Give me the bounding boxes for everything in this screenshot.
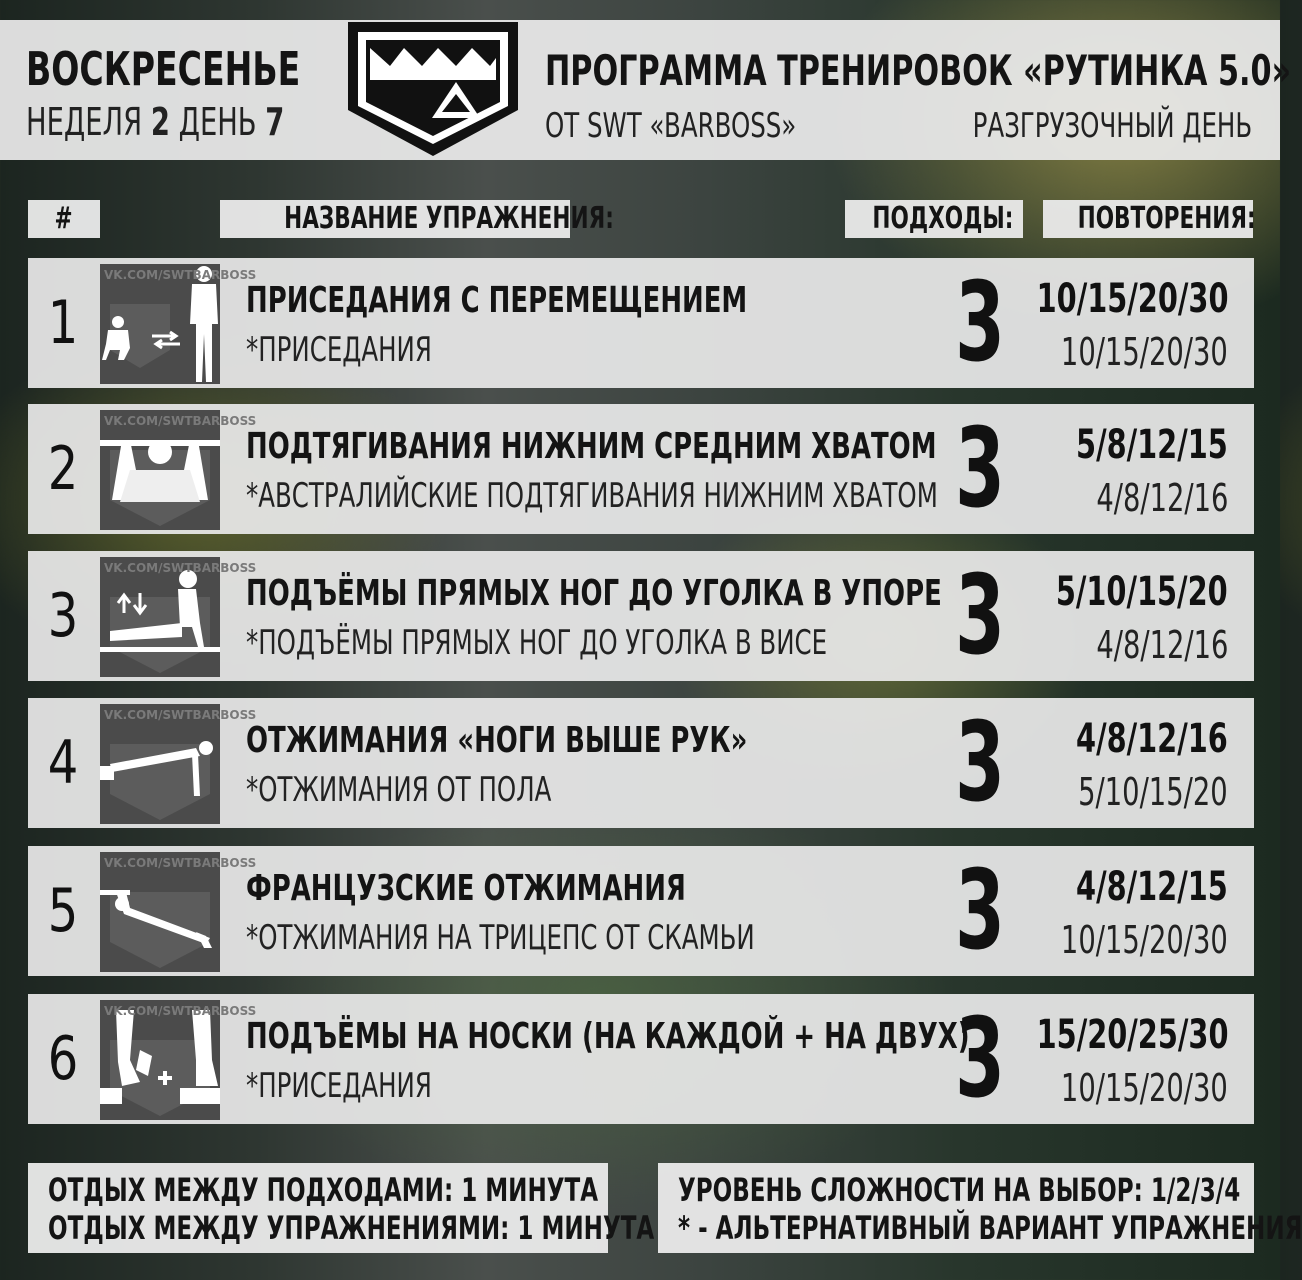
pullup-icon: VK.COM/SWTBARBOSS xyxy=(100,410,220,530)
exercise-reps-alt: 10/15/20/30 xyxy=(1061,1066,1228,1110)
difficulty-level: УРОВЕНЬ СЛОЖНОСТИ НА ВЫБОР: 1/2/3/4 xyxy=(678,1171,1241,1209)
week-label: НЕДЕЛЯ xyxy=(26,100,143,144)
exercise-number: 5 xyxy=(47,876,79,946)
barboss-logo-icon xyxy=(340,18,526,158)
exercise-alternative: *ОТЖИМАНИЯ НА ТРИЦЕПС ОТ СКАМЬИ xyxy=(246,918,755,958)
exercise-reps-main: 10/15/20/30 xyxy=(1036,276,1228,322)
column-exercise-header: НАЗВАНИЕ УПРАЖНЕНИЯ: xyxy=(220,200,570,238)
exercise-sets: 3 xyxy=(955,258,1005,386)
exercise-sets: 3 xyxy=(955,404,1005,532)
exercise-number: 1 xyxy=(47,288,79,358)
day-label: ДЕНЬ xyxy=(178,100,257,144)
rest-between-exercises: ОТДЫХ МЕЖДУ УПРАЖНЕНИЯМИ: 1 МИНУТА xyxy=(48,1209,655,1247)
alternative-note: * - АЛЬТЕРНАТИВНЫЙ ВАРИАНТ УПРАЖНЕНИЯ xyxy=(678,1209,1302,1247)
leg-raise-icon: VK.COM/SWTBARBOSS xyxy=(100,557,220,677)
exercise-reps-main: 5/8/12/15 xyxy=(1076,422,1228,468)
week-day-line xyxy=(26,100,284,144)
exercise-reps-alt: 10/15/20/30 xyxy=(1061,918,1228,962)
exercise-reps-alt: 10/15/20/30 xyxy=(1061,330,1228,374)
exercise-alternative: *ПОДЪЁМЫ ПРЯМЫХ НОГ ДО УГОЛКА В ВИСЕ xyxy=(246,623,828,663)
pushup-icon: VK.COM/SWTBARBOSS xyxy=(100,704,220,824)
squat-icon: VK.COM/SWTBARBOSS xyxy=(100,264,220,384)
exercise-name: ОТЖИМАНИЯ «НОГИ ВЫШЕ РУК» xyxy=(246,720,748,761)
exercise-sets: 3 xyxy=(955,994,1005,1122)
exercise-alternative: *ПРИСЕДАНИЯ xyxy=(246,1066,432,1106)
column-reps-header: ПОВТОРЕНИЯ: xyxy=(1043,200,1253,238)
day-type: РАЗГРУЗОЧНЫЙ ДЕНЬ xyxy=(972,106,1252,146)
week-number: 2 xyxy=(150,100,170,144)
exercise-name: ФРАНЦУЗСКИЕ ОТЖИМАНИЯ xyxy=(246,868,686,909)
exercise-number: 2 xyxy=(47,434,79,504)
exercise-alternative: *ПРИСЕДАНИЯ xyxy=(246,330,432,370)
day-name: ВОСКРЕСЕНЬЕ xyxy=(26,42,301,96)
exercise-alternative: *ОТЖИМАНИЯ ОТ ПОЛА xyxy=(246,770,552,810)
exercise-row xyxy=(28,551,1254,681)
exercise-name: ПОДЪЁМЫ ПРЯМЫХ НОГ ДО УГОЛКА В УПОРЕ xyxy=(246,573,942,614)
exercise-reps-main: 5/10/15/20 xyxy=(1056,569,1228,615)
exercise-reps-main: 15/20/25/30 xyxy=(1036,1012,1228,1058)
difficulty-info-panel xyxy=(658,1163,1302,1253)
exercise-name: ПОДТЯГИВАНИЯ НИЖНИМ СРЕДНИМ ХВАТОМ xyxy=(246,426,937,467)
program-author: ОТ SWT «BARBOSS» xyxy=(545,106,797,146)
exercise-name: ПОДЪЁМЫ НА НОСКИ (НА КАЖДОЙ + НА ДВУХ) xyxy=(246,1016,970,1057)
exercise-reps-main: 4/8/12/16 xyxy=(1076,716,1228,762)
calf-raise-icon: VK.COM/SWTBARBOSS xyxy=(100,1000,220,1120)
exercise-row xyxy=(28,846,1254,976)
rest-between-sets: ОТДЫХ МЕЖДУ ПОДХОДАМИ: 1 МИНУТА xyxy=(48,1171,599,1209)
exercise-alternative: *АВСТРАЛИЙСКИЕ ПОДТЯГИВАНИЯ НИЖНИМ ХВАТОМ xyxy=(246,476,938,516)
exercise-reps-alt: 4/8/12/16 xyxy=(1095,623,1228,667)
triceps-icon: VK.COM/SWTBARBOSS xyxy=(100,852,220,972)
exercise-row xyxy=(28,994,1254,1124)
exercise-number: 3 xyxy=(47,581,79,651)
exercise-row xyxy=(28,404,1254,534)
exercise-row xyxy=(28,698,1254,828)
exercise-sets: 3 xyxy=(955,698,1005,826)
program-title: ПРОГРАММА ТРЕНИРОВОК «РУТИНКА 5.0» xyxy=(545,46,1292,95)
day-number: 7 xyxy=(265,100,285,144)
exercise-reps-alt: 5/10/15/20 xyxy=(1078,770,1228,814)
exercise-row xyxy=(28,258,1254,388)
rest-info-panel xyxy=(28,1163,655,1253)
exercise-name: ПРИСЕДАНИЯ С ПЕРЕМЕЩЕНИЕМ xyxy=(246,280,748,321)
exercise-sets: 3 xyxy=(955,551,1005,679)
exercise-number: 4 xyxy=(47,728,79,798)
exercise-reps-alt: 4/8/12/16 xyxy=(1095,476,1228,520)
column-number-header: # xyxy=(28,200,100,238)
column-sets-header: ПОДХОДЫ: xyxy=(845,200,1023,238)
exercise-number: 6 xyxy=(47,1024,79,1094)
exercise-reps-main: 4/8/12/15 xyxy=(1076,864,1228,910)
exercise-sets: 3 xyxy=(955,846,1005,974)
